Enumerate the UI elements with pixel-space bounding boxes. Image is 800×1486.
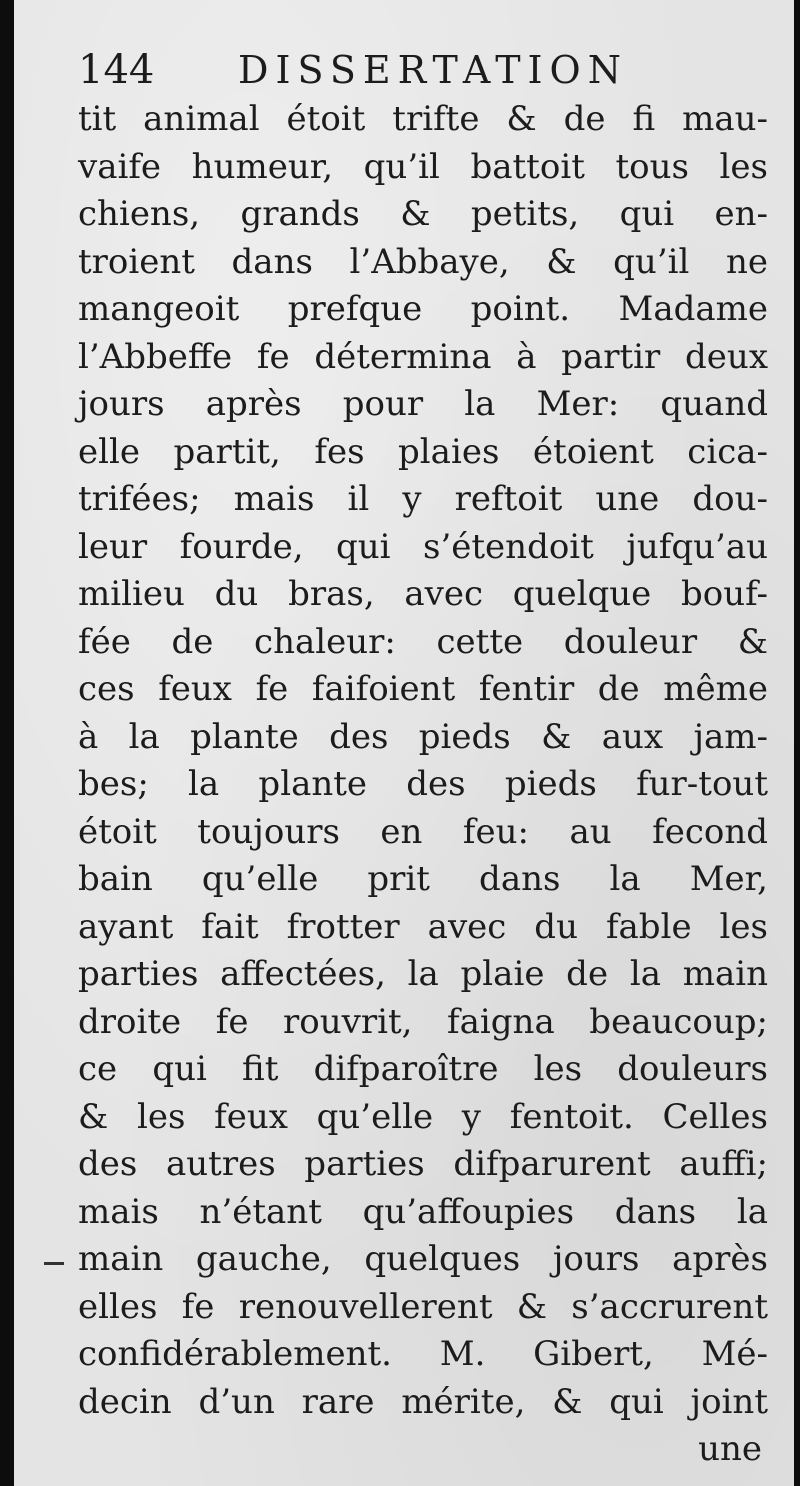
text-line: des autres parties difparurent auffi; [78,1144,768,1184]
page-header [78,44,768,96]
text-line: ayant fait frotter avec du fable les [78,906,768,947]
text-line: mais n’étant qu’affoupies dans la [78,1191,768,1232]
book-page [14,0,794,1486]
catchword: une [698,1429,762,1469]
page-number: 144 [78,47,155,93]
text-line: tit animal étoit trifte & de fi mau- [78,99,768,139]
text-line: ce qui fit difparoître les douleurs [78,1049,768,1089]
text-line: trifées; mais il y reftoit une dou- [78,479,768,519]
text-line: milieu du bras, avec quelque bouf- [78,574,768,614]
text-line: elles fe renouvellerent & s’accrurent [78,1286,768,1327]
body-text [78,96,768,1474]
text-line: elle partit, fes plaies étoient cica- [78,431,768,472]
text-line: vaife humeur, qu’il battoit tous les [78,146,768,187]
margin-dash-mark [44,1262,64,1265]
text-line: troient dans l’Abbaye, & qu’il ne [78,241,768,282]
text-line: confidérablement. M. Gibert, Mé- [78,1334,768,1374]
text-line: mangeoit prefque point. Madame [78,289,768,329]
text-line: main gauche, quelques jours après [78,1239,768,1279]
text-line: bain qu’elle prit dans la Mer, [78,859,768,899]
text-line: ces feux fe faifoient fentir de même [78,669,768,709]
text-line: jours après pour la Mer: quand [78,384,768,424]
text-line: fée de chaleur: cette douleur & [78,621,768,662]
text-line: & les feux qu’elle y fentoit. Celles [78,1096,768,1137]
text-line: l’Abbeffe fe détermina à partir deux [78,336,768,377]
text-line: bes; la plante des pieds fur-tout [78,764,768,804]
text-line: parties affectées, la plaie de la main [78,954,768,994]
text-line: leur fourde, qui s’étendoit jufqu’au [78,526,768,567]
running-title: DISSERTATION [238,48,628,92]
text-line: chiens, grands & petits, qui en- [78,194,768,234]
text-line: decin d’un rare mérite, & qui joint [78,1381,768,1422]
page-content [78,44,768,1469]
text-line: à la plante des pieds & aux jam- [78,716,768,757]
text-line: droite fe rouvrit, faigna beaucoup; [78,1001,768,1042]
text-line: étoit toujours en feu: au fecond [78,811,768,852]
